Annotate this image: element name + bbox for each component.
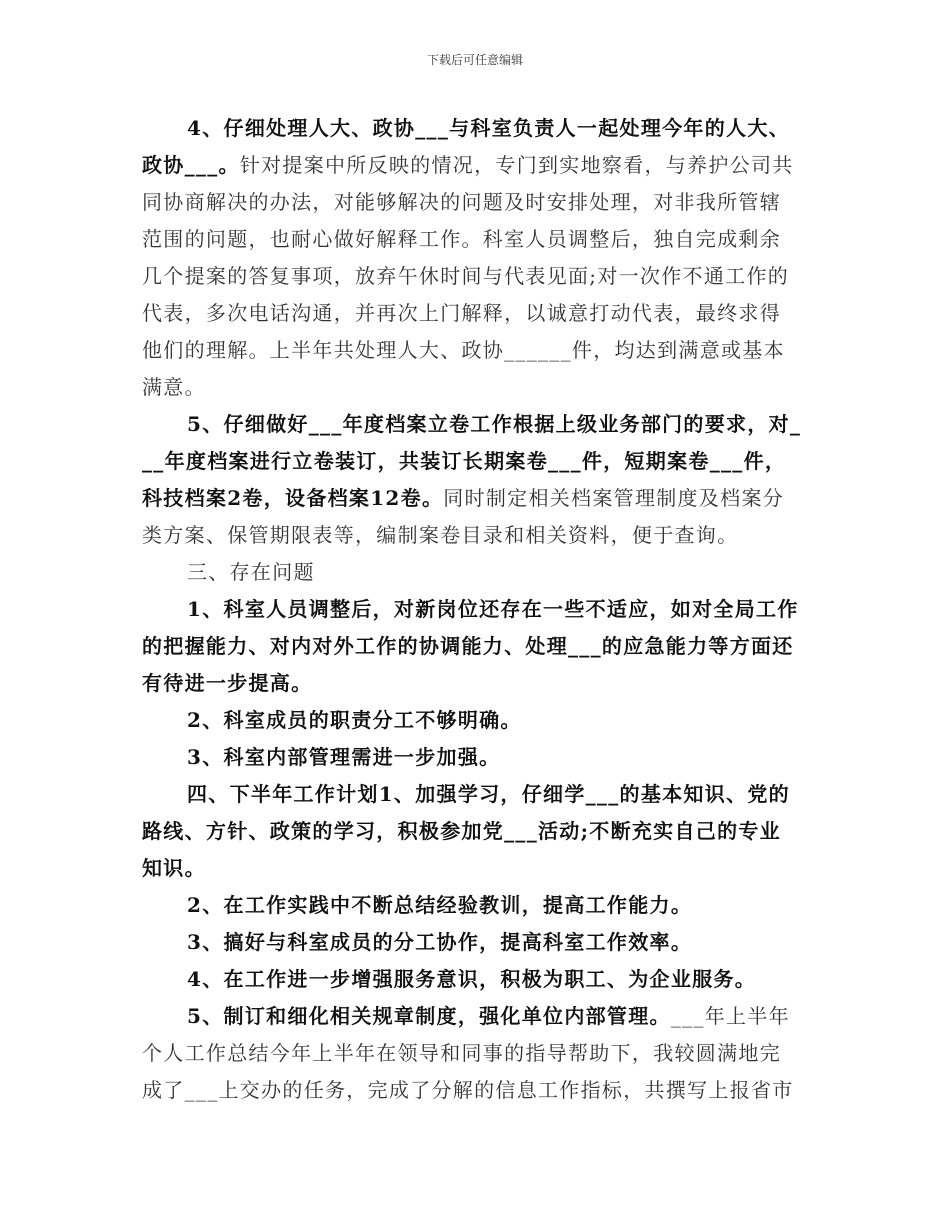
text-line — [142, 295, 812, 332]
regular-text: 满意。 — [142, 375, 206, 399]
text-line — [142, 776, 812, 813]
text-line — [142, 147, 812, 184]
page-header: 下载后可任意编辑 — [426, 53, 523, 67]
regular-text: 几个提案的答复事项，放弃午休时间与代表见面;对一次作不通工作的 — [142, 264, 790, 288]
text-line — [142, 813, 812, 850]
text-line — [142, 554, 812, 591]
text-line — [142, 739, 812, 776]
text-line — [142, 961, 812, 998]
text-line — [142, 258, 812, 295]
text-line — [142, 110, 812, 147]
regular-text: 代表，多次电话沟通，并再次上门解释，以诚意打动代表，最终求得 — [142, 301, 781, 325]
regular-text: 类方案、保管期限表等，编制案卷目录和相关资料，便于查询。 — [142, 523, 739, 547]
bold-text: 3、搞好与科室成员的分工协作，提高科室工作效率。 — [187, 930, 693, 954]
bold-text: 路线、方针、政策的学习，积极参加党___活动;不断充实自己的专业 — [142, 819, 781, 843]
text-line — [142, 850, 812, 887]
bold-text: 5、制订和细化相关规章制度，强化单位内部管理。 — [187, 1004, 671, 1028]
bold-text: 4、在工作进一步增强服务意识，积极为职工、为企业服务。 — [187, 967, 757, 991]
text-line — [142, 221, 812, 258]
regular-text: ___年上半年 — [670, 1004, 790, 1028]
text-line — [142, 480, 812, 517]
text-line — [142, 517, 812, 554]
text-line — [142, 998, 812, 1035]
bold-text: 2、在工作实践中不断总结经验教训，提高工作能力。 — [187, 893, 693, 917]
bold-text: 1、科室人员调整后，对新岗位还存在一些不适应，如对全局工作 — [187, 597, 799, 621]
text-line — [142, 924, 812, 961]
bold-text: 4、仔细处理人大、政协___与科室负责人一起处理今年的人大、 — [187, 116, 790, 140]
text-line — [142, 1035, 812, 1072]
regular-text: 他们的理解。上半年共处理人大、政协______件，均达到满意或基本 — [142, 338, 785, 362]
bold-text: 的把握能力、对内对外工作的协调能力、处理___的应急能力等方面还 — [142, 634, 794, 658]
bold-text: 知识。 — [142, 856, 206, 880]
text-line — [142, 591, 812, 628]
text-line — [142, 369, 812, 406]
bold-text: 有待进一步提高。 — [142, 671, 313, 695]
text-line — [142, 184, 812, 221]
document-body — [142, 110, 812, 1109]
text-line — [142, 406, 812, 443]
bold-text: 科技档案2卷，设备档案12卷。 — [142, 486, 444, 510]
text-line — [142, 887, 812, 924]
text-line — [142, 1072, 812, 1109]
bold-text: 5、仔细做好___年度档案立卷工作根据上级业务部门的要求，对_ — [187, 412, 802, 436]
regular-text: 个人工作总结今年上半年在领导和同事的指导帮助下，我较圆满地完 — [142, 1041, 781, 1065]
text-line — [142, 443, 812, 480]
regular-text: 同协商解决的办法，对能够解决的问题及时安排处理，对非我所管辖 — [142, 190, 781, 214]
regular-text: 同时制定相关档案管理制度及档案分 — [443, 486, 785, 510]
text-line — [142, 702, 812, 739]
text-line — [142, 665, 812, 702]
bold-text: 四、下半年工作计划1、加强学习，仔细学___的基本知识、党的 — [187, 782, 790, 806]
regular-text: 范围的问题，也耐心做好解释工作。科室人员调整后，独自完成剩余 — [142, 227, 781, 251]
regular-text: 成了___上交办的任务，完成了分解的信息工作指标，共撰写上报省市 — [142, 1078, 794, 1102]
bold-text: 2、科室成员的职责分工不够明确。 — [187, 708, 522, 732]
regular-text: 三、存在问题 — [187, 560, 315, 584]
text-line — [142, 628, 812, 665]
bold-text: 3、科室内部管理需进一步加强。 — [187, 745, 501, 769]
text-line — [142, 332, 812, 369]
bold-text: 政协___。 — [142, 153, 240, 177]
bold-text: __年度档案进行立卷装订，共装订长期案卷___件，短期案卷___件， — [142, 449, 787, 473]
regular-text: 针对提案中所反映的情况，专门到实地察看，与养护公司共 — [239, 153, 794, 177]
